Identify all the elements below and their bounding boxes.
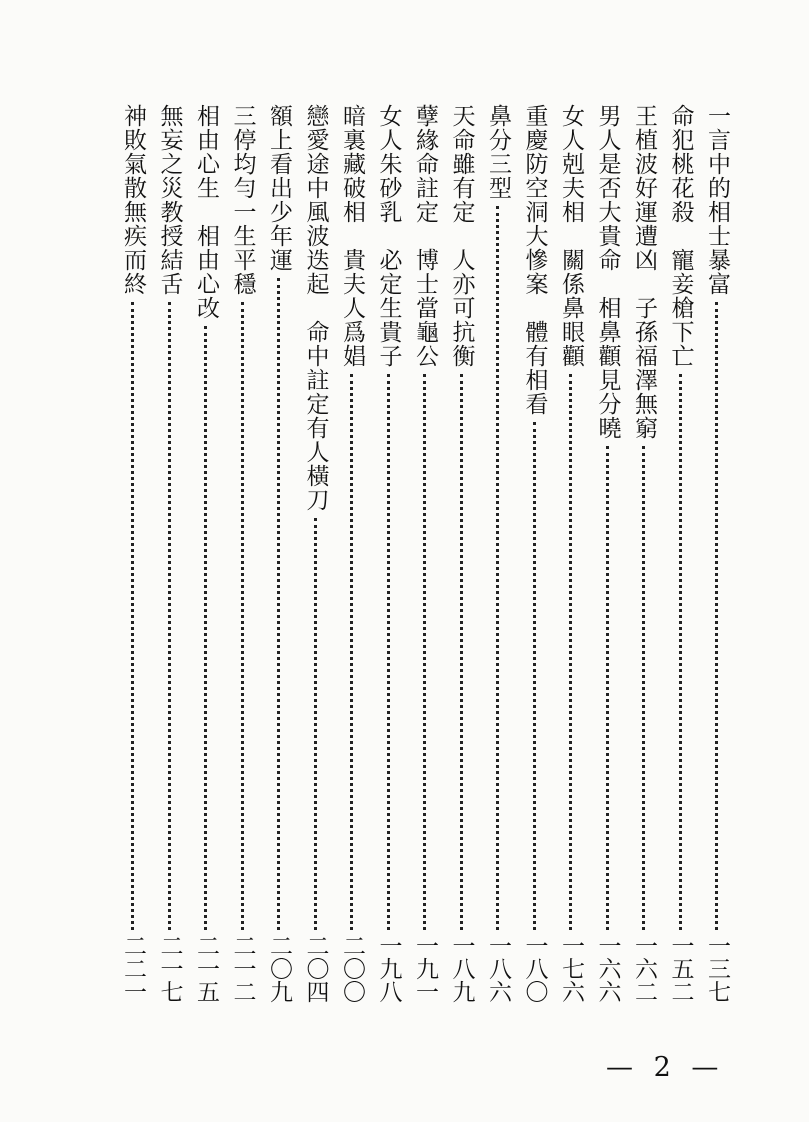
toc-entry xyxy=(116,104,150,1036)
toc-entry-page: 二〇〇 xyxy=(339,934,365,1003)
toc-entry-page: 一八六 xyxy=(485,934,511,1003)
toc-entry xyxy=(299,104,333,1036)
toc-entry xyxy=(700,104,734,1036)
toc-entry-title: 女人剋夫相 關係鼻眼顴 xyxy=(558,104,584,368)
toc-entry-title: 女人朱砂乳 必定生貴子 xyxy=(375,104,402,368)
dot-leader xyxy=(642,446,649,930)
toc-entry-title: 相由心生 相由心改 xyxy=(193,104,219,320)
toc-entry-title: 無妄之災教授結舌 xyxy=(156,104,183,296)
toc-entry xyxy=(591,104,625,1036)
toc-entry-title: 一言中的相士暴富 xyxy=(704,104,730,296)
dot-leader xyxy=(131,302,138,930)
dot-leader xyxy=(168,302,175,930)
toc-entry-title: 王植波好運遭凶 子孫福澤無窮 xyxy=(631,104,657,440)
toc-entry-title: 重慶防空洞大慘案 體有相看 xyxy=(521,104,548,416)
dot-leader xyxy=(350,374,357,930)
toc-entry-title: 暗裏藏破相 貴夫人爲娼 xyxy=(339,104,365,368)
toc-entry xyxy=(153,104,187,1036)
dot-leader xyxy=(569,374,576,930)
toc-entry xyxy=(189,104,223,1036)
dot-leader xyxy=(533,422,540,930)
toc-entry-title: 鼻分三型 xyxy=(485,104,511,200)
toc-entry-title: 天命雖有定 人亦可抗衡 xyxy=(448,104,475,368)
dot-leader xyxy=(496,206,503,930)
toc-entry-title: 命犯桃花殺 寵妾槍下亡 xyxy=(667,104,694,368)
dot-leader xyxy=(204,326,211,930)
toc-entry-title: 戀愛途中風波迭起 命中註定有人橫刀 xyxy=(302,104,329,512)
toc-entry xyxy=(262,104,296,1036)
toc-entry-page: 一八九 xyxy=(448,934,475,1003)
page-folio: — 2 — xyxy=(606,1052,725,1083)
toc-entry-page: 二一五 xyxy=(193,934,219,1003)
toc-entry-title: 男人是否大貴命 相鼻顴見分曉 xyxy=(594,104,621,440)
dot-leader xyxy=(241,302,248,930)
dot-leader xyxy=(277,278,284,930)
toc-entry-page: 二〇四 xyxy=(302,934,329,1003)
dot-leader xyxy=(314,518,321,930)
toc-entry-page: 一八〇 xyxy=(521,934,548,1003)
toc-entry xyxy=(627,104,661,1036)
toc-entry xyxy=(481,104,515,1036)
toc-entry-page: 一九一 xyxy=(412,934,438,1003)
toc-entry-page: 一九八 xyxy=(375,934,402,1003)
toc-entry-page: 二一二 xyxy=(229,934,256,1003)
toc-entry xyxy=(372,104,406,1036)
dot-leader xyxy=(387,374,394,930)
toc-entry-title: 三停均勻一生平穩 xyxy=(229,104,256,296)
toc-entry xyxy=(335,104,369,1036)
toc-entry xyxy=(518,104,552,1036)
toc-entry-title: 額上看出少年運 xyxy=(266,104,292,272)
dot-leader xyxy=(715,302,722,930)
toc-entry xyxy=(408,104,442,1036)
toc-entry-page: 一七六 xyxy=(558,934,584,1003)
dot-leader xyxy=(423,374,430,930)
toc-entry-title: 孽緣命註定 博士當龜公 xyxy=(412,104,438,368)
dot-leader xyxy=(679,374,686,930)
toc-entry xyxy=(445,104,479,1036)
dot-leader xyxy=(460,374,467,930)
toc-entry xyxy=(664,104,698,1036)
toc-entry-page: 二一七 xyxy=(156,934,183,1003)
toc-entry-page: 二二一 xyxy=(120,934,146,1003)
toc-entry-title: 神敗氣散無疾而終 xyxy=(120,104,146,296)
toc-entry-page: 一三七 xyxy=(704,934,730,1003)
dot-leader xyxy=(606,446,613,930)
toc-entry xyxy=(554,104,588,1036)
toc-entry xyxy=(226,104,260,1036)
toc-entry-page: 二〇九 xyxy=(266,934,292,1003)
toc-entry-page: 一六六 xyxy=(594,934,621,1003)
toc-entry-page: 一六二 xyxy=(631,934,657,1003)
toc-entry-page: 一五二 xyxy=(667,934,694,1003)
